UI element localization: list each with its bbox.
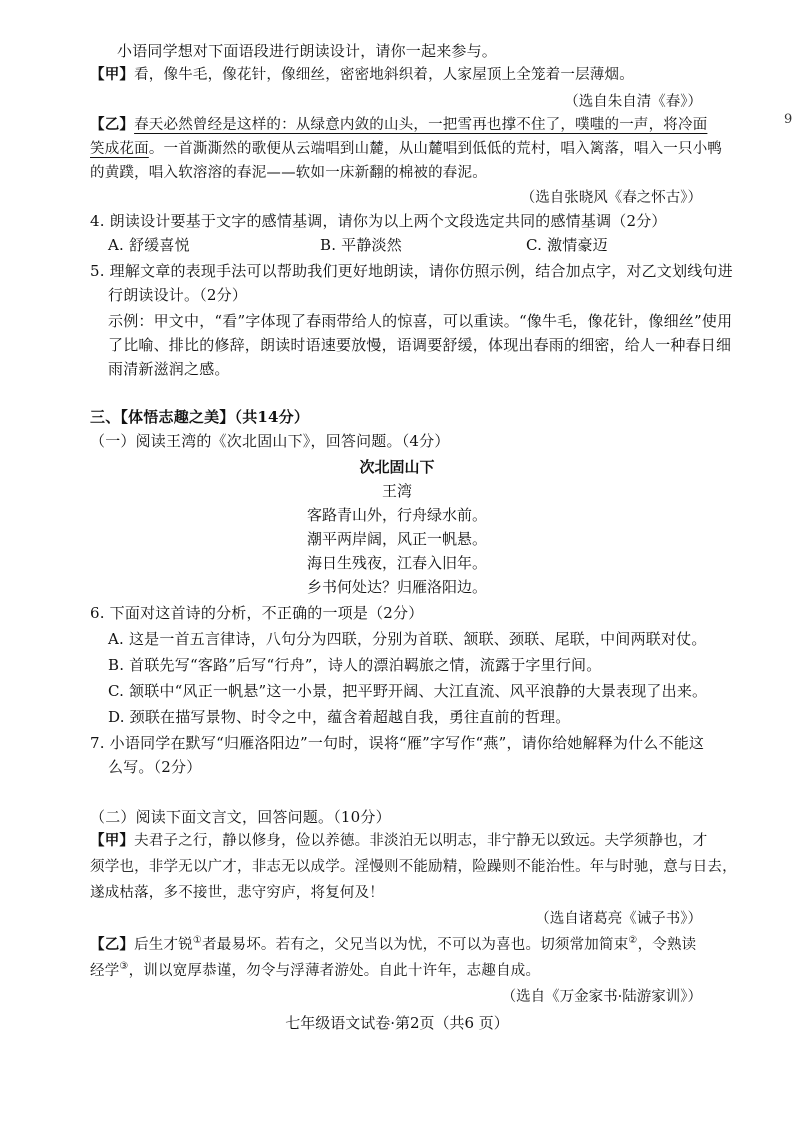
passage-yi-underlined-sentence: 春天必然曾经是这样的：从绿意内敛的山头，一把雪再也撑不住了，噗嗤的一声，将冷面 xyxy=(134,117,708,133)
question-6-option-d: D. 颈联在描写景物、时令之中，蕴含着超越自我，勇往直前的哲理。 xyxy=(108,708,571,726)
passage-jia-tag: 【甲】 xyxy=(90,67,135,83)
classical-yi-line2 xyxy=(90,960,540,982)
passage-yi-line2-rest: 。一首澌澌然的歌便从云端唱到山麓，从山麓唱到低低的荒村，唱入篱落，唱入一只小鸭 xyxy=(148,141,723,157)
poem-line: 海日生残夜，江春入旧年。 xyxy=(306,554,487,572)
question-4: 4. 朗读设计要基于文字的感情基调，请你为以上两个文段选定共同的感情基调（2分） xyxy=(90,212,667,230)
question-6: 6. 下面对这首诗的分析，不正确的一项是（2分） xyxy=(90,604,424,622)
question-6-option-b: B. 首联先写“客路”后写“行舟”，诗人的漂泊羁旅之情，流露于字里行间。 xyxy=(108,656,602,674)
classical-jia-line2: 须学也，非学无以广才，非志无以成学。淫慢则不能励精，险躁则不能治性。年与时驰，意与日去， xyxy=(90,859,737,875)
classical-yi-text: ，令熟读 xyxy=(637,937,697,953)
question-5-example-line3: 雨清新滋润之感。 xyxy=(108,360,230,378)
classical-yi-text: 者最易坏。若有之，父兄当以为忧，不可以为喜也。切须常加简束 xyxy=(202,937,629,953)
section-3-part1: （一）阅读王湾的《次北固山下》，回答问题。（4分） xyxy=(90,432,450,450)
margin-mark: 9 xyxy=(784,112,793,127)
footnote-mark: ① xyxy=(192,935,203,947)
question-6-option-c: C. 颔联中“风正一帆悬”这一小景，把平野开阔、大江直流、风平浪静的大景表现了出来。 xyxy=(108,682,708,700)
passage-jia-source: （选自朱自清《春》） xyxy=(564,94,702,110)
classical-yi-text: ，训以宽厚恭谨，勿令与浮薄者游处。自此十许年，志趣自成。 xyxy=(128,963,541,979)
classical-yi-tag: 【乙】 xyxy=(90,937,135,953)
poem-line: 客路青山外，行舟绿水前。 xyxy=(306,506,487,524)
footnote-mark: ③ xyxy=(119,961,129,973)
option-b: B. 平静淡然 xyxy=(320,236,402,254)
poem-line: 潮平两岸阔，风正一帆悬。 xyxy=(306,530,487,548)
passage-yi-source: （选自张晓风《春之怀古》） xyxy=(520,190,702,206)
passage-yi-underlined-end: 笑成花面 xyxy=(90,141,149,157)
passage-jia-text: 看，像牛毛，像花针，像细丝，密密地斜织着，人家屋顶上全笼着一层薄烟。 xyxy=(134,67,634,83)
classical-jia-source: （选自诸葛亮《诫子书》） xyxy=(535,911,702,927)
question-5-example-line2: 了比喻、排比的修辞，朗读时语速要放慢，语调要舒缓，体现出春雨的细密，给人一种春日细 xyxy=(108,336,732,354)
question-5-example-line1: 示例：甲文中，“看”字体现了春雨带给人的惊喜，可以重读。“像牛毛，像花针，像细丝”使用 xyxy=(108,312,733,330)
intro-text: 小语同学想对下面语段进行朗读设计，请你一起来参与。 xyxy=(117,42,498,60)
question-7-line1: 7. 小语同学在默写“归雁洛阳边”一句时，误将“雁”字写作“燕”，请你给她解释为什么不能这 xyxy=(90,734,705,752)
poem-title: 次北固山下 xyxy=(359,458,435,476)
section-3-heading: 三、【体悟志趣之美】（共14分） xyxy=(90,408,310,426)
classical-yi-text: 后生才锐 xyxy=(134,937,193,953)
section-3-part2: （二）阅读下面文言文，回答问题。（10分） xyxy=(90,808,391,826)
classical-jia-line1 xyxy=(90,830,707,852)
classical-jia-text: 夫君子之行，静以修身，俭以养德。非淡泊无以明志，非宁静无以致远。夫学须静也，才 xyxy=(134,833,708,849)
question-6-option-a: A. 这是一首五言律诗，八句分为四联，分别为首联、颔联、颈联、尾联，中间两联对仗。 xyxy=(108,630,707,648)
passage-yi-line3: 的黄蹼，唱入软溶溶的春泥——软如一床新翻的棉被的春泥。 xyxy=(90,165,487,181)
passage-yi-line2 xyxy=(90,138,722,160)
poem-line: 乡书何处达？归雁洛阳边。 xyxy=(306,578,487,596)
classical-yi-source: （选自《万金家书·陆游家训》） xyxy=(501,989,702,1005)
poem-author: 王湾 xyxy=(381,482,412,500)
classical-yi-line1 xyxy=(90,934,696,956)
classical-jia-tag: 【甲】 xyxy=(90,833,135,849)
question-5-line2: 行朗读设计。（2分） xyxy=(108,286,248,304)
footnote-mark: ② xyxy=(628,935,638,947)
classical-jia-line3: 遂成枯落，多不接世，悲守穷庐，将复何及！ xyxy=(90,885,384,901)
passage-yi-tag: 【乙】 xyxy=(90,117,135,133)
classical-yi-text: 经学 xyxy=(90,963,120,979)
option-a: A. 舒缓喜悦 xyxy=(108,236,190,254)
passage-jia xyxy=(90,64,634,86)
question-7-line2: 么写。（2分） xyxy=(108,758,202,776)
passage-yi-line1 xyxy=(90,114,707,136)
page-footer: 七年级语文试卷·第2页（共6 页） xyxy=(285,1014,509,1032)
question-5-line1: 5. 理解文章的表现手法可以帮助我们更好地朗读，请你仿照示例，结合加点字，对乙文划线句进 xyxy=(90,262,733,280)
option-c: C. 激情豪迈 xyxy=(526,236,608,254)
